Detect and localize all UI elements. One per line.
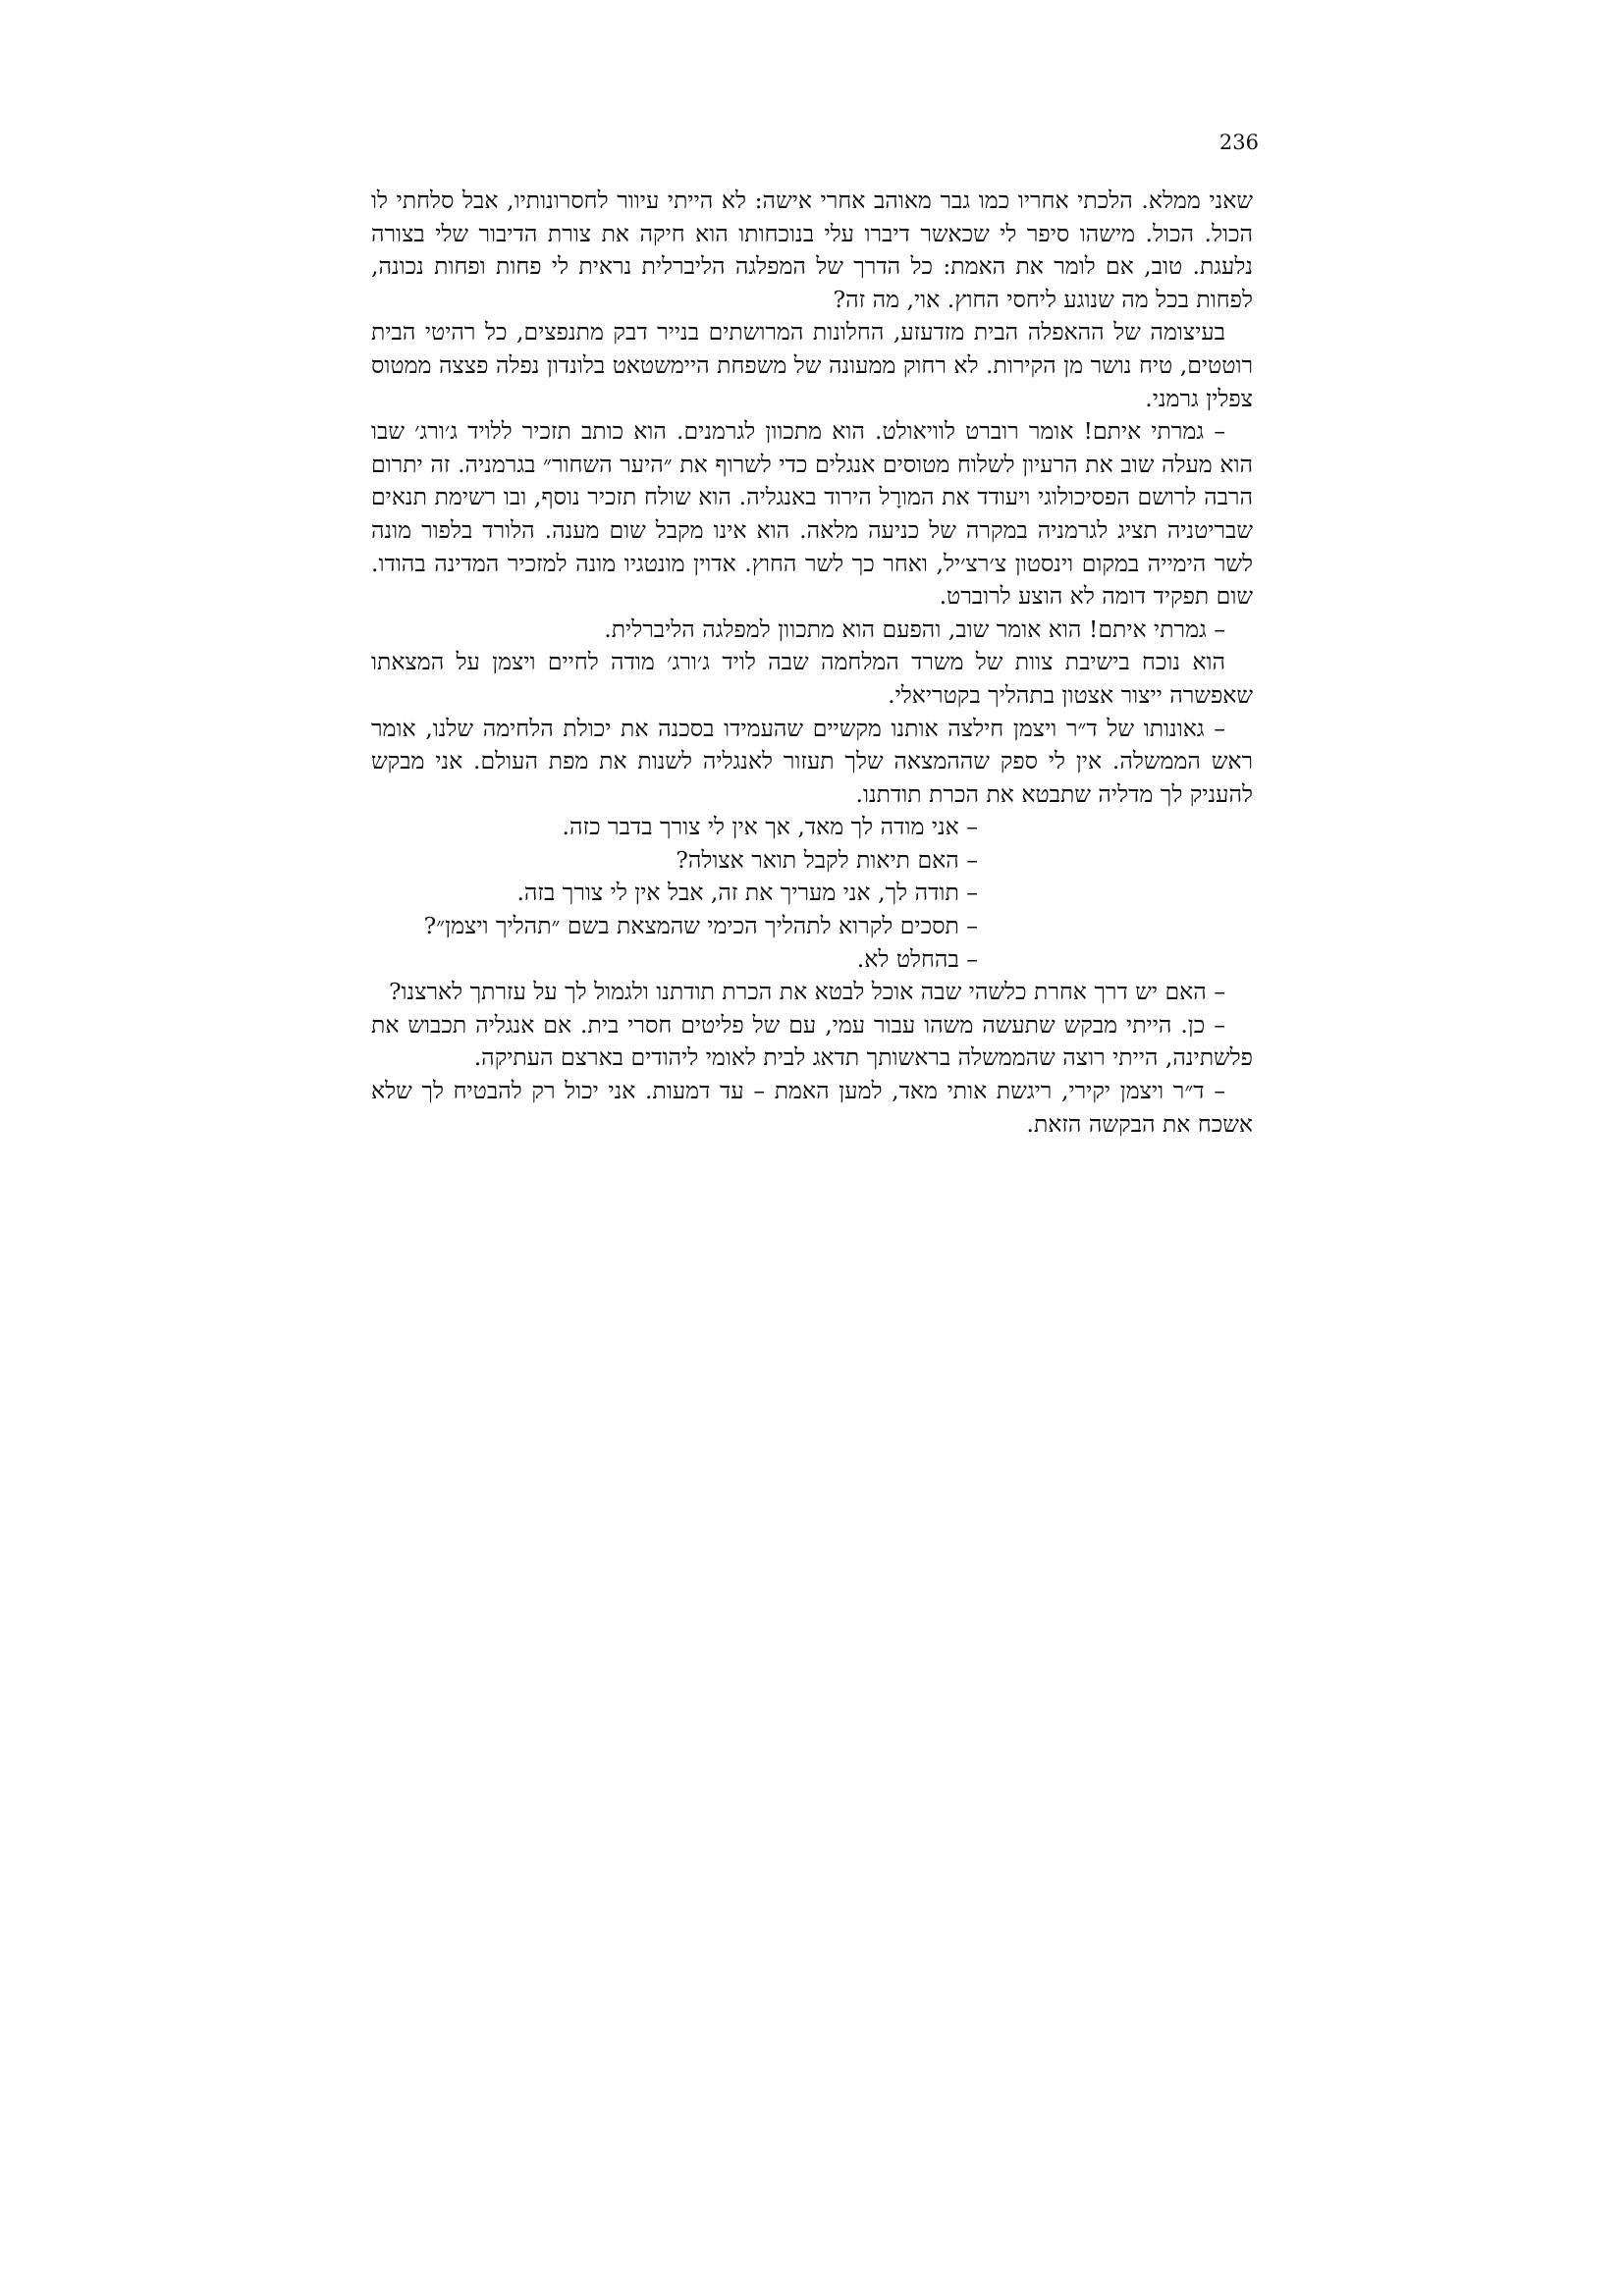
paragraph-4: – גמרתי איתם! הוא אומר שוב, והפעם הוא מתכוון למפלגה הליברלית.: [604, 614, 1225, 643]
paragraph-3: – גמרתי איתם! אומר רוברט לוויאולט. הוא מתכוון לגרמנים. הוא כותב תזכיר ללויד ג׳ורג׳ שבו הוא מעלה שוב את הרעיון לשלוח מטוסים אנגלים כדי לשרוף את ״היער השחור״ בגרמניה. זה יתרום הרבה לרושם הפסיכולוגי ויעודד את המורָל הירוד באנגליה. הוא שולח תזכיר נוסף, ובו רשימת תנאים שבריטניה תציג לגרמניה במקרה של כניעה מלאה. הוא אינו מקבל שום מענה. הלורד בלפור מונה לשר הימייה במקום וינסטון צ׳רצ׳יל, ואחר כך לשר החוץ. אדוין מונטגיו מונה למזכיר המדינה בהודו. שום תפקיד דומה לא הוצע לרוברט.: [371, 417, 1253, 611]
page-number: 236: [1218, 131, 1259, 154]
paragraph-7: – האם יש דרך אחרת כלשהי שבה אוכל לבטא את הכרת תודתנו ולגמול לך על עזרתך לארצנו?: [388, 978, 1225, 1006]
dialogue-line-1: – אני מודה לך מאד, אך אין לי צורך בדבר כזה.: [562, 813, 978, 841]
paragraph-5: הוא נוכח בישיבת צוות של משרד המלחמה שבה לויד ג׳ורג׳ מודה לחיים ויצמן על המצאתו שאפשרה ייצור אצטון בתהליך בקטריאלי.: [371, 648, 1253, 709]
paragraph-8: – כן. הייתי מבקש שתעשה משהו עבור עמי, עם של פליטים חסרי בית. אם אנגליה תכבוש את פלשתינה, הייתי רוצה שהממשלה בראשותך תדאג לבית לאומי ליהודים בארצם העתיקה.: [371, 1010, 1253, 1072]
dialogue-line-3: – תודה לך, אני מעריך את זה, אבל אין לי צורך בזה.: [516, 879, 978, 907]
dialogue-line-2: – האם תיאות לקבל תואר אצולה?: [676, 845, 978, 874]
paragraph-9: – ד״ר ויצמן יקירי, ריגשת אותי מאד, למען האמת – עד דמעות. אני יכול רק להבטיח לך שלא אשכח את הבקשה הזאת.: [371, 1077, 1253, 1138]
dialogue-line-5: – בהחלט לא.: [856, 944, 978, 973]
paragraph-1: שאני ממלא. הלכתי אחריו כמו גבר מאוהב אחרי אישה: לא הייתי עיוור לחסרונותיו, אבל סלחתי לו הכול. הכול. מישהו סיפר לי שכאשר דיברו עלי בנוכחותו הוא חיקה את צורת הדיבור שלי בצורה נלעגת. טוב, אם לומר את האמת: כל הדרך של המפלגה הליברלית נראית לי פחות ופחות נכונה, לפחות בכל מה שנוגע ליחסי החוץ. אוי, מה זה?: [371, 187, 1253, 313]
paragraph-6: – גאונותו של ד״ר ויצמן חילצה אותנו מקשיים שהעמידו בסכנה את יכולת הלחימה שלנו, אומר ראש הממשלה. אין לי ספק שההמצאה שלך תעזור לאנגליה לשנות את מפת העולם. אני מבקש להעניק לך מדליה שתבטא את הכרת תודתנו.: [371, 714, 1253, 808]
text-body: [371, 185, 1253, 1141]
paragraph-2: בעיצומה של ההאפלה הבית מזדעזע, החלונות המרושתים בנייר דבק מתנפצים, כל רהיטי הבית רוטטים, טיח נושר מן הקירות. לא רחוק ממעונה של משפחת היימשטאט בלונדון נפלה פצצה ממטוס צפלין גרמני.: [371, 318, 1253, 412]
dialogue-line-4: – תסכים לקרוא לתהליך הכימי שהמצאת בשם ״תהליך ויצמן״?: [423, 912, 978, 940]
